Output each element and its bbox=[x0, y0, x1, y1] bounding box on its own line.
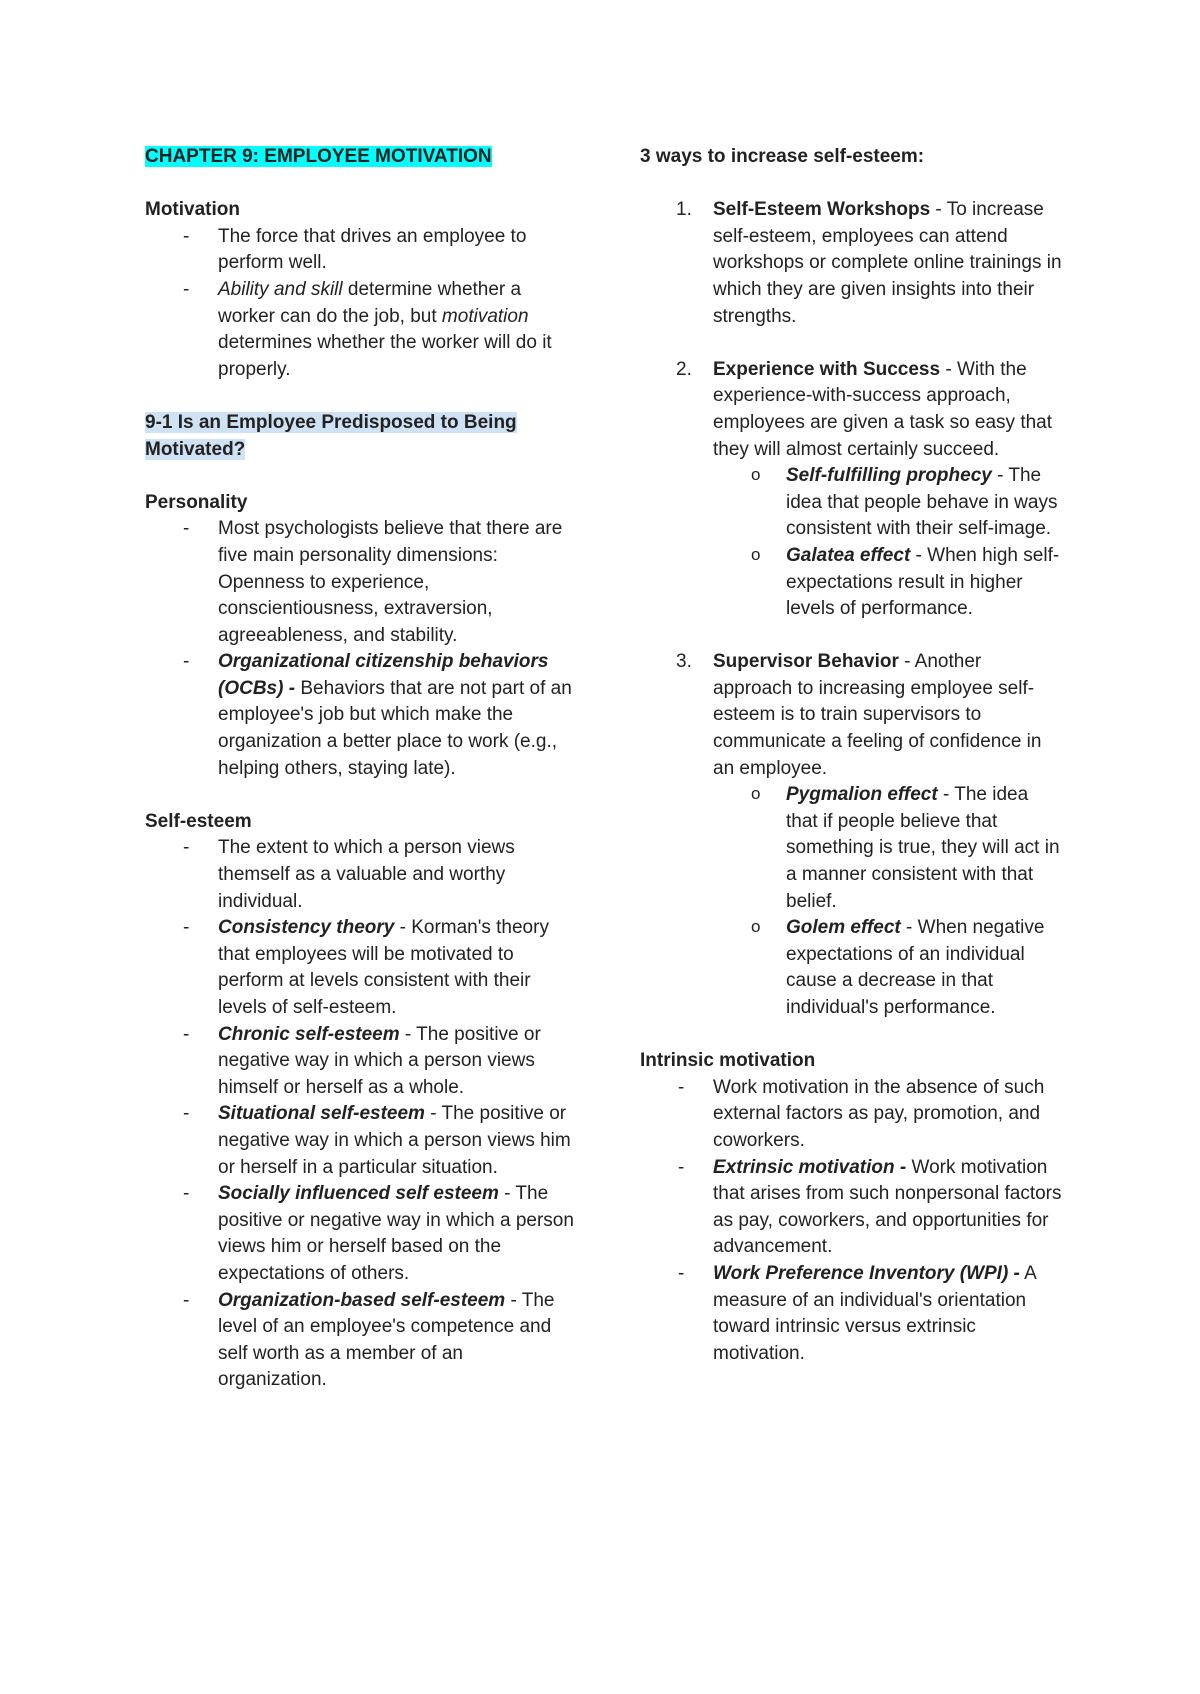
self-esteem-heading: Self-esteem bbox=[145, 810, 252, 832]
sub-list-item: o Pygmalion effect - The idea that if people believe that something is true, they will act in a manner consistent with that belief. bbox=[640, 782, 1065, 915]
sub-list-item: o Galatea effect - When high self-expectations result in higher levels of performance. bbox=[640, 543, 1065, 623]
list-item: - Organizational citizenship behaviors (OCBs) - Behaviors that are not part of an employee's job but which make the organization a better place to work (e.g., helping others, staying late). bbox=[183, 651, 572, 779]
chapter-title: CHAPTER 9: EMPLOYEE MOTIVATION bbox=[145, 146, 492, 167]
numbered-item: 2. Experience with Success - With the experience-with-success approach, employees are given a task so easy that they will almost certainly succeed. bbox=[676, 358, 1053, 460]
intrinsic-heading: Intrinsic motivation bbox=[640, 1050, 816, 1072]
list-item: - Consistency theory - Korman's theory that employees will be motivated to perform at levels consistent with their levels of self-esteem. bbox=[183, 917, 549, 1018]
sub-list-item: o Self-fulfilling prophecy - The idea that people behave in ways consistent with their self-image. bbox=[640, 463, 1065, 543]
numbered-item: 1. Self-Esteem Workshops - To increase self-esteem, employees can attend workshops or complete online trainings in which they are given insights into their strengths. bbox=[676, 199, 1062, 327]
number-marker: 1. bbox=[676, 199, 692, 221]
circle-bullet: o bbox=[751, 784, 761, 804]
list-item: - Ability and skill determine whether a worker can do the job, but motivation determines whether the worker will do it properly. bbox=[183, 278, 552, 380]
section-heading-9-1: 9-1 Is an Employee Predisposed to Being Motivated? bbox=[145, 411, 517, 460]
number-marker: 2. bbox=[676, 358, 692, 380]
dash-marker: - bbox=[183, 917, 190, 939]
list-item: - Socially influenced self esteem - The positive or negative way in which a person views him or herself based on the expectations of others. bbox=[183, 1183, 574, 1284]
dash-marker: - bbox=[678, 1262, 685, 1284]
dash-marker: - bbox=[678, 1156, 685, 1178]
number-marker: 3. bbox=[676, 651, 692, 673]
dash-marker: - bbox=[183, 518, 190, 540]
numbered-item: 3. Supervisor Behavior - Another approach to increasing employee self-esteem is to train supervisors to communicate a feeling of confidence in an employee. bbox=[676, 651, 1042, 779]
right-column bbox=[640, 144, 1065, 1367]
list-item: - Work Preference Inventory (WPI) - A measure of an individual's orientation toward intrinsic versus extrinsic motivation. bbox=[678, 1262, 1036, 1364]
motivation-heading: Motivation bbox=[145, 199, 240, 221]
dash-marker: - bbox=[183, 278, 190, 300]
circle-bullet: o bbox=[751, 544, 761, 564]
list-item: - Work motivation in the absence of such external factors as pay, promotion, and coworkers. bbox=[678, 1076, 1045, 1151]
dash-marker: - bbox=[183, 651, 190, 673]
left-column bbox=[145, 144, 575, 1394]
dash-marker: - bbox=[183, 1183, 190, 1205]
list-item: - Most psychologists believe that there are five main personality dimensions: Openness to experience, conscientiousness, extraversion, agreeableness, and stability. bbox=[183, 518, 563, 646]
dash-marker: - bbox=[183, 1289, 190, 1311]
circle-bullet: o bbox=[751, 465, 761, 485]
list-item: - Chronic self-esteem - The positive or negative way in which a person views himself or herself as a whole. bbox=[183, 1023, 541, 1098]
sub-list-item: o Golem effect - When negative expectations of an individual cause a decrease in that individual's performance. bbox=[640, 915, 1065, 1021]
ways-heading: 3 ways to increase self-esteem: bbox=[640, 146, 925, 167]
dash-marker: - bbox=[183, 1023, 190, 1045]
list-item: - Extrinsic motivation - Work motivation that arises from such nonpersonal factors as pay, coworkers, and opportunities for advancement. bbox=[678, 1156, 1062, 1258]
dash-marker: - bbox=[183, 225, 190, 247]
list-item: - The extent to which a person views themself as a valuable and worthy individual. bbox=[183, 837, 515, 912]
dash-marker: - bbox=[183, 1103, 190, 1125]
personality-heading: Personality bbox=[145, 491, 248, 513]
list-item: - Organization-based self-esteem - The level of an employee's competence and self worth as a member of an organization. bbox=[183, 1289, 555, 1391]
list-item: - Situational self-esteem - The positive or negative way in which a person views him or herself in a particular situation. bbox=[183, 1103, 571, 1178]
circle-bullet: o bbox=[751, 917, 761, 937]
dash-marker: - bbox=[183, 837, 190, 859]
dash-marker: - bbox=[678, 1076, 685, 1098]
list-item: - The force that drives an employee to perform well. bbox=[183, 225, 527, 274]
